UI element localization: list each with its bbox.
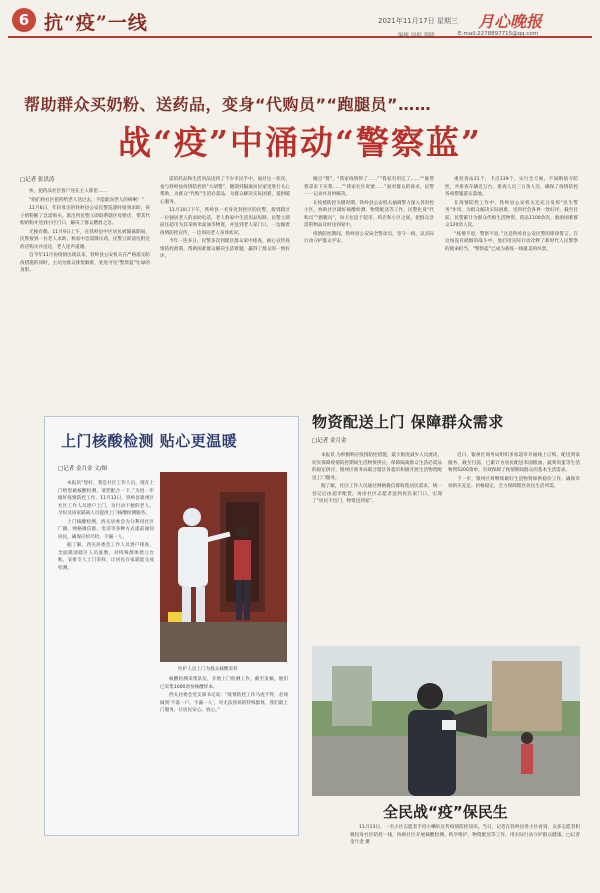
paragraph: 在疫情防控工作中，铁岭县公安机关还充分发挥“民生警务”作用，为群众解决实际困难，受到社会各界一致好评。截至目前，民警累计为群众代购生活物资、药品1100余次，救助困难群众120余人次。 [445, 200, 578, 228]
story3-byline: □记者 金月金 [312, 438, 347, 444]
section-title: 抗“疫”一线 [44, 12, 148, 34]
paragraph: 需的药品和生活用品送到了不少市民手中。面对这一状况，参与铁岭县疫情防控的“大胡警”，随即到隔离居民家里进行关心帮助，为群众“代购”生活必需品，为群众解决实际困难，提供暖心服务。 [160, 177, 290, 205]
paragraph: 西关居委会党支部书记说：“疫情防控工作马虎不得，必须做到‘不落一户、不漏一人’，对无法到场的特殊群体，我们就上门服务，让居民安心、放心。” [160, 693, 288, 713]
paragraph: 自今年11月份疫情出现以来，铁岭县公安机关在严格落实防疫措施的同时，主动为群众排忧解难，处处可见“警察蓝”忙碌的身影。 [20, 253, 150, 273]
main-column-4 [445, 176, 578, 403]
paragraph: 无独有偶，11月9日上午，在铁岭县中区居民被隔离期间，民警接到一位老人求助，称家中急需降压药。民警立即前往附近药店购买并送达，老人连声道谢。 [20, 229, 150, 250]
paragraph: 下一步，银州区将继续做好生活物资保供稳价工作，确保市场供应充足、价格稳定，全力保障辖区居民生活所需。 [448, 476, 580, 489]
paragraph: “咱们将社区把药给老人送过去，不能耽误老人的病啊！” [29, 197, 145, 203]
nucleic-test-photo [160, 472, 287, 662]
paragraph: 11月10日下午，铁岭县一名身处封控区的民警，接到辖区一位独居老人的求助电话，老人称家中生活用品短缺。民警立即前往超市为其采购米面油等物资，并送到老人家门口，一边做着疫情防控宣传，一边询问老人身体状况。 [160, 208, 290, 236]
paragraph: 据了解，西关居委会工作人员逐户排查，全面摸清辖区人员底数，对特殊群体建立台账，安排专人上门采样，让居民在家就能完成检测。 [58, 543, 154, 571]
story2-photo-caption: 医护人员上门为群众核酸采样 [178, 667, 238, 672]
story2-column-2 [160, 676, 288, 826]
paragraph: 据了解，社区工作人员通过网格微信群收集居民需求，统一登记后由超市配货，再由社区志愿者送到居民家门口，实现了“居民不出门，物资送到家”。 [312, 484, 442, 504]
issue-date: 2021年11月17日 星期三 [378, 17, 458, 25]
story2-heading: 上门核酸检测 贴心更温暖 [61, 432, 238, 450]
paragraph: 本报讯“您好，我是社区工作人员，现在上门给您做核酸检测，请您配合一下。”为进一步做好疫情防控工作，11月12日，铁岭县银州区社区工作人员逐户上门，为行动不便的老人、孕妇及居家隔离人员提供上门核酸检测服务。 [58, 481, 154, 516]
editor-credit: 编辑 周娟 郭晓 [398, 33, 435, 39]
editor-email: E-mail:2278897715@qq.com [458, 31, 539, 37]
paragraph: 上门核酸检测，西关居委会为分利用社区广播、网格微信群、电话等多种方式提前通知居民，确保应检尽检、不漏一人。 [58, 519, 154, 540]
main-column-1 [20, 188, 150, 403]
story4-photo [312, 646, 580, 796]
newspaper-logo: 月心晚报 [478, 12, 543, 31]
main-column-3 [304, 176, 434, 403]
page-number: 6 [12, 8, 36, 32]
paragraph: 11月6日，年轻母亲的铁岭县公安民警巡逻时接到求助，孩子奶粉断了急需购买。派出所民警立即联系辖区母婴店，帮其代购奶粉并送到小区门口，解决了群众燃眉之急。 [20, 206, 150, 226]
paragraph: 本报讯 为积极响应疫情防控措施，最大限度减少人员流动，切实保障疫情防控期间生活物资供应，保障隔离群众生活必需品的稳定供应，银州区商务局联合辖区各超市积极开展生活物资配送上门服务。 [312, 453, 442, 481]
story4-heading: 全民战“疫”保民生 [383, 803, 508, 821]
paragraph: 疫情防控期间，铁岭县公安局全警动员，坚守一线，以实际行动守护群众平安。 [304, 231, 434, 244]
paragraph: 核酸检测采集队伍，开始上门检测工作，截至发稿，他们已采集1000余份核酸样本。 [160, 677, 288, 690]
story3-heading: 物资配送上门 保障群众需求 [312, 413, 504, 431]
story2-photo [160, 472, 287, 662]
paragraph: 近日，银州区商务局组织多家超市开通线上订购、配送到家服务，截至目前，已累计为居民配送米面粮油、蔬菜肉蛋等生活物资5200余单，有效保障了疫情期间群众的基本生活需求。 [448, 453, 580, 473]
main-byline: □记者 张洪涛 [20, 177, 55, 183]
story2-column-1 [58, 480, 154, 825]
paragraph: 她点“赞”，“我家疫情得了……”“我家有用完了……”“谁帮我拿来下买菜……”“我家社区说要……”面对群众的诉求，民警一一记录并及时解决。 [304, 177, 434, 197]
volunteer-megaphone-photo [312, 646, 580, 796]
story3-column-1 [312, 452, 442, 642]
main-kicker: 帮助群众买奶粉、送药品，变身“代购员”“跑腿员”…… [24, 95, 432, 114]
story4-caption [350, 824, 580, 884]
story2-byline: □记者 金月金 文/图 [58, 466, 108, 472]
paragraph: 11月13日，一名小区志愿者手持小喇叭宣传疫情防控知识。当日，记者在铁岭县各小区看到，众多志愿者积极投身社区防控一线，协助社区开展核酸检测、秩序维护、物资配送等工作，用实际行动守护群众健康。□记者 金月金 摄 [350, 825, 580, 845]
paragraph: “疫情不退，警察不退。”这是铁岭县公安民警的铮铮誓言。在这场没有硝烟的战斗中，他们用实际行动诠释了新时代人民警察的使命担当，“警察蓝”已成为战疫一线最美的风景。 [445, 231, 578, 252]
paragraph: 在疫情防控关键时期，铁岭县公安机关抽调警力深入各封控小区，协助社区做好核酸检测、物资配送等工作，民警化身“代购员”“跑腿员”，每天往返于超市、药店和小区之间，把群众急需的物品及时送到家中。 [304, 200, 434, 228]
paragraph: 重检查站21个，卡点139个，实行全天候、不间断值守防控，共排查车辆近万台，排查人员三万余人次，确保了疫情防控各项措施落实落地。 [445, 177, 578, 197]
paragraph: 今年一连多日，民警多次到辖区群众家中排查，耐心宣传疫情防控政策，帮助困难群众解决生活难题，赢得了群众的一致好评。 [160, 239, 290, 259]
paragraph: 快，把药品社区客户送在主人那里…… [29, 189, 108, 194]
main-headline: 战“疫”中涌动“警察蓝” [118, 123, 482, 162]
main-column-2 [160, 176, 290, 403]
story3-column-2 [448, 452, 580, 642]
